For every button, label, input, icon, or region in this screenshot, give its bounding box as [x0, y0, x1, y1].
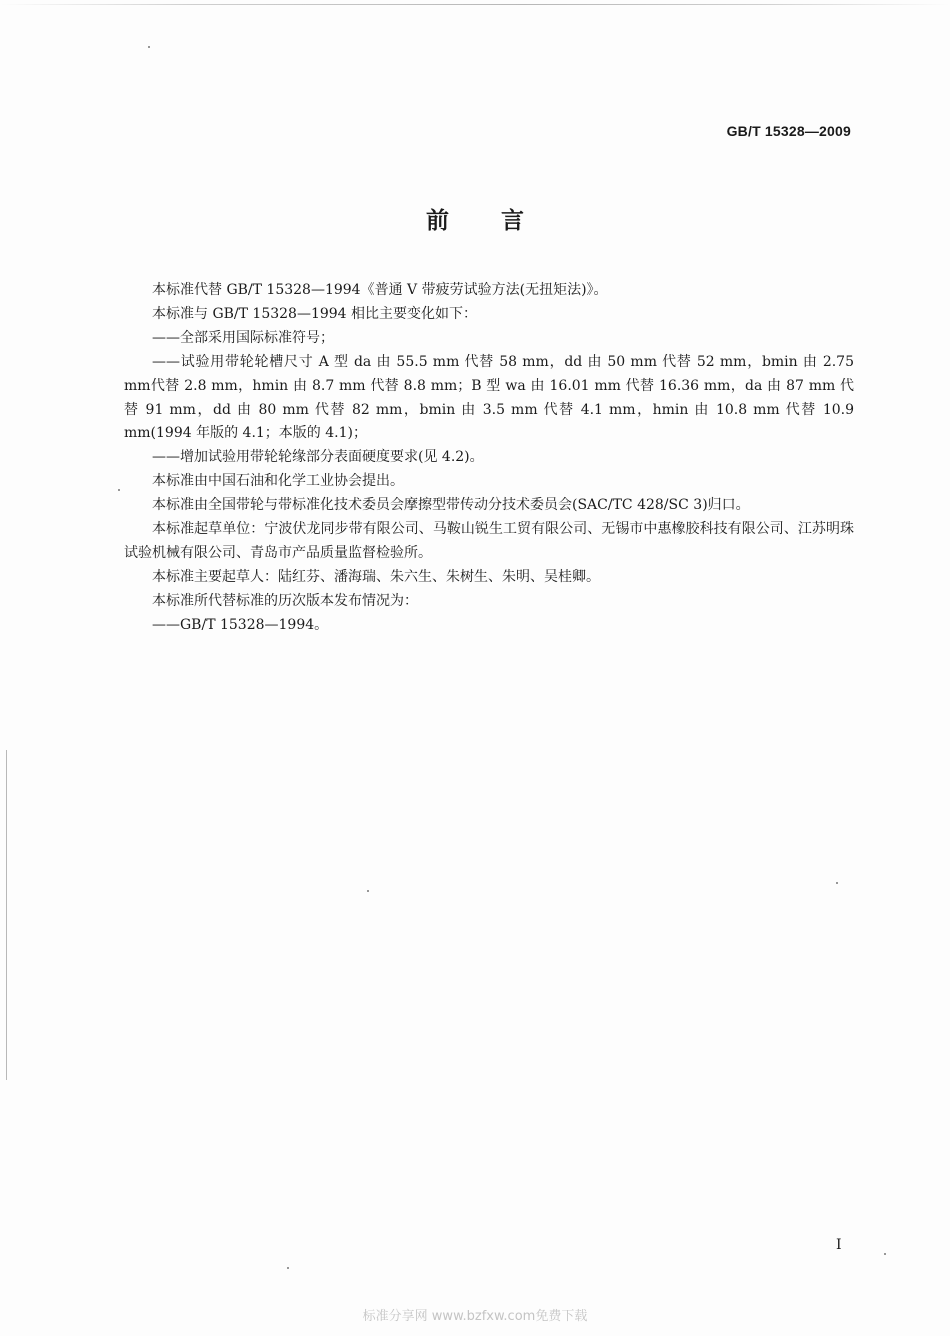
paragraph: 本标准与 GB/T 15328—1994 相比主要变化如下： [152, 305, 478, 322]
watermark-text: 标准分享网 www.bzfxw.com免费下载 [362, 1309, 588, 1324]
list-item: ——试验用带轮轮槽尺寸 A 型 da 由 55.5 mm 代替 58 mm，dd 由 50 mm 代替 52 mm，bmin 由 2.75 mm代替 2.8 mm，hmin 由 8.7 mm 代替 8.8 mm；B 型 wa 由 16.01 mm 代替 16.36 mm，da 由 87 mm 代替 91 mm，dd 由 80 mm 代替 82 mm，bmin 由 3.5 mm 代替 4.1 mm，hmin 由 10.8 mm 代替 10.9 mm(1994 年版的 4.1；本版的 4.1)； [124, 353, 854, 442]
paragraph: 本标准所代替标准的历次版本发布情况为： [152, 592, 418, 609]
scan-speck [148, 46, 150, 48]
scan-speck [118, 489, 120, 491]
scan-edge-top [0, 4, 950, 5]
section-heading: 前言 [426, 208, 576, 234]
paragraph: 本标准由全国带轮与带标准化技术委员会摩擦型带传动分技术委员会(SAC/TC 428/SC 3)归口。 [152, 497, 750, 514]
page-number: I [836, 1237, 842, 1253]
paragraph: 本标准主要起草人：陆红芬、潘海瑞、朱六生、朱树生、朱明、吴桂卿。 [152, 568, 600, 585]
preface-body [124, 279, 854, 638]
scan-speck [836, 882, 838, 884]
paragraph: 本标准代替 GB/T 15328—1994《普通 V 带疲劳试验方法(无扭矩法)》。 [152, 282, 608, 298]
scan-speck [884, 1253, 886, 1255]
scan-edge-left [6, 750, 7, 1080]
paragraph: 本标准起草单位：宁波伏龙同步带有限公司、马鞍山锐生工贸有限公司、无锡市中惠橡胶科技有限公司、江苏明珠试验机械有限公司、青岛市产品质量监督检验所。 [124, 521, 854, 561]
scan-speck [367, 890, 369, 892]
list-item: ——GB/T 15328—1994。 [152, 616, 329, 633]
list-item: ——增加试验用带轮轮缘部分表面硬度要求(见 4.2)。 [152, 449, 484, 466]
list-item: ——全部采用国际标准符号； [152, 329, 334, 346]
document-code: GB/T 15328—2009 [726, 123, 851, 139]
scan-speck [287, 1267, 289, 1269]
paragraph: 本标准由中国石油和化学工业协会提出。 [152, 473, 404, 490]
